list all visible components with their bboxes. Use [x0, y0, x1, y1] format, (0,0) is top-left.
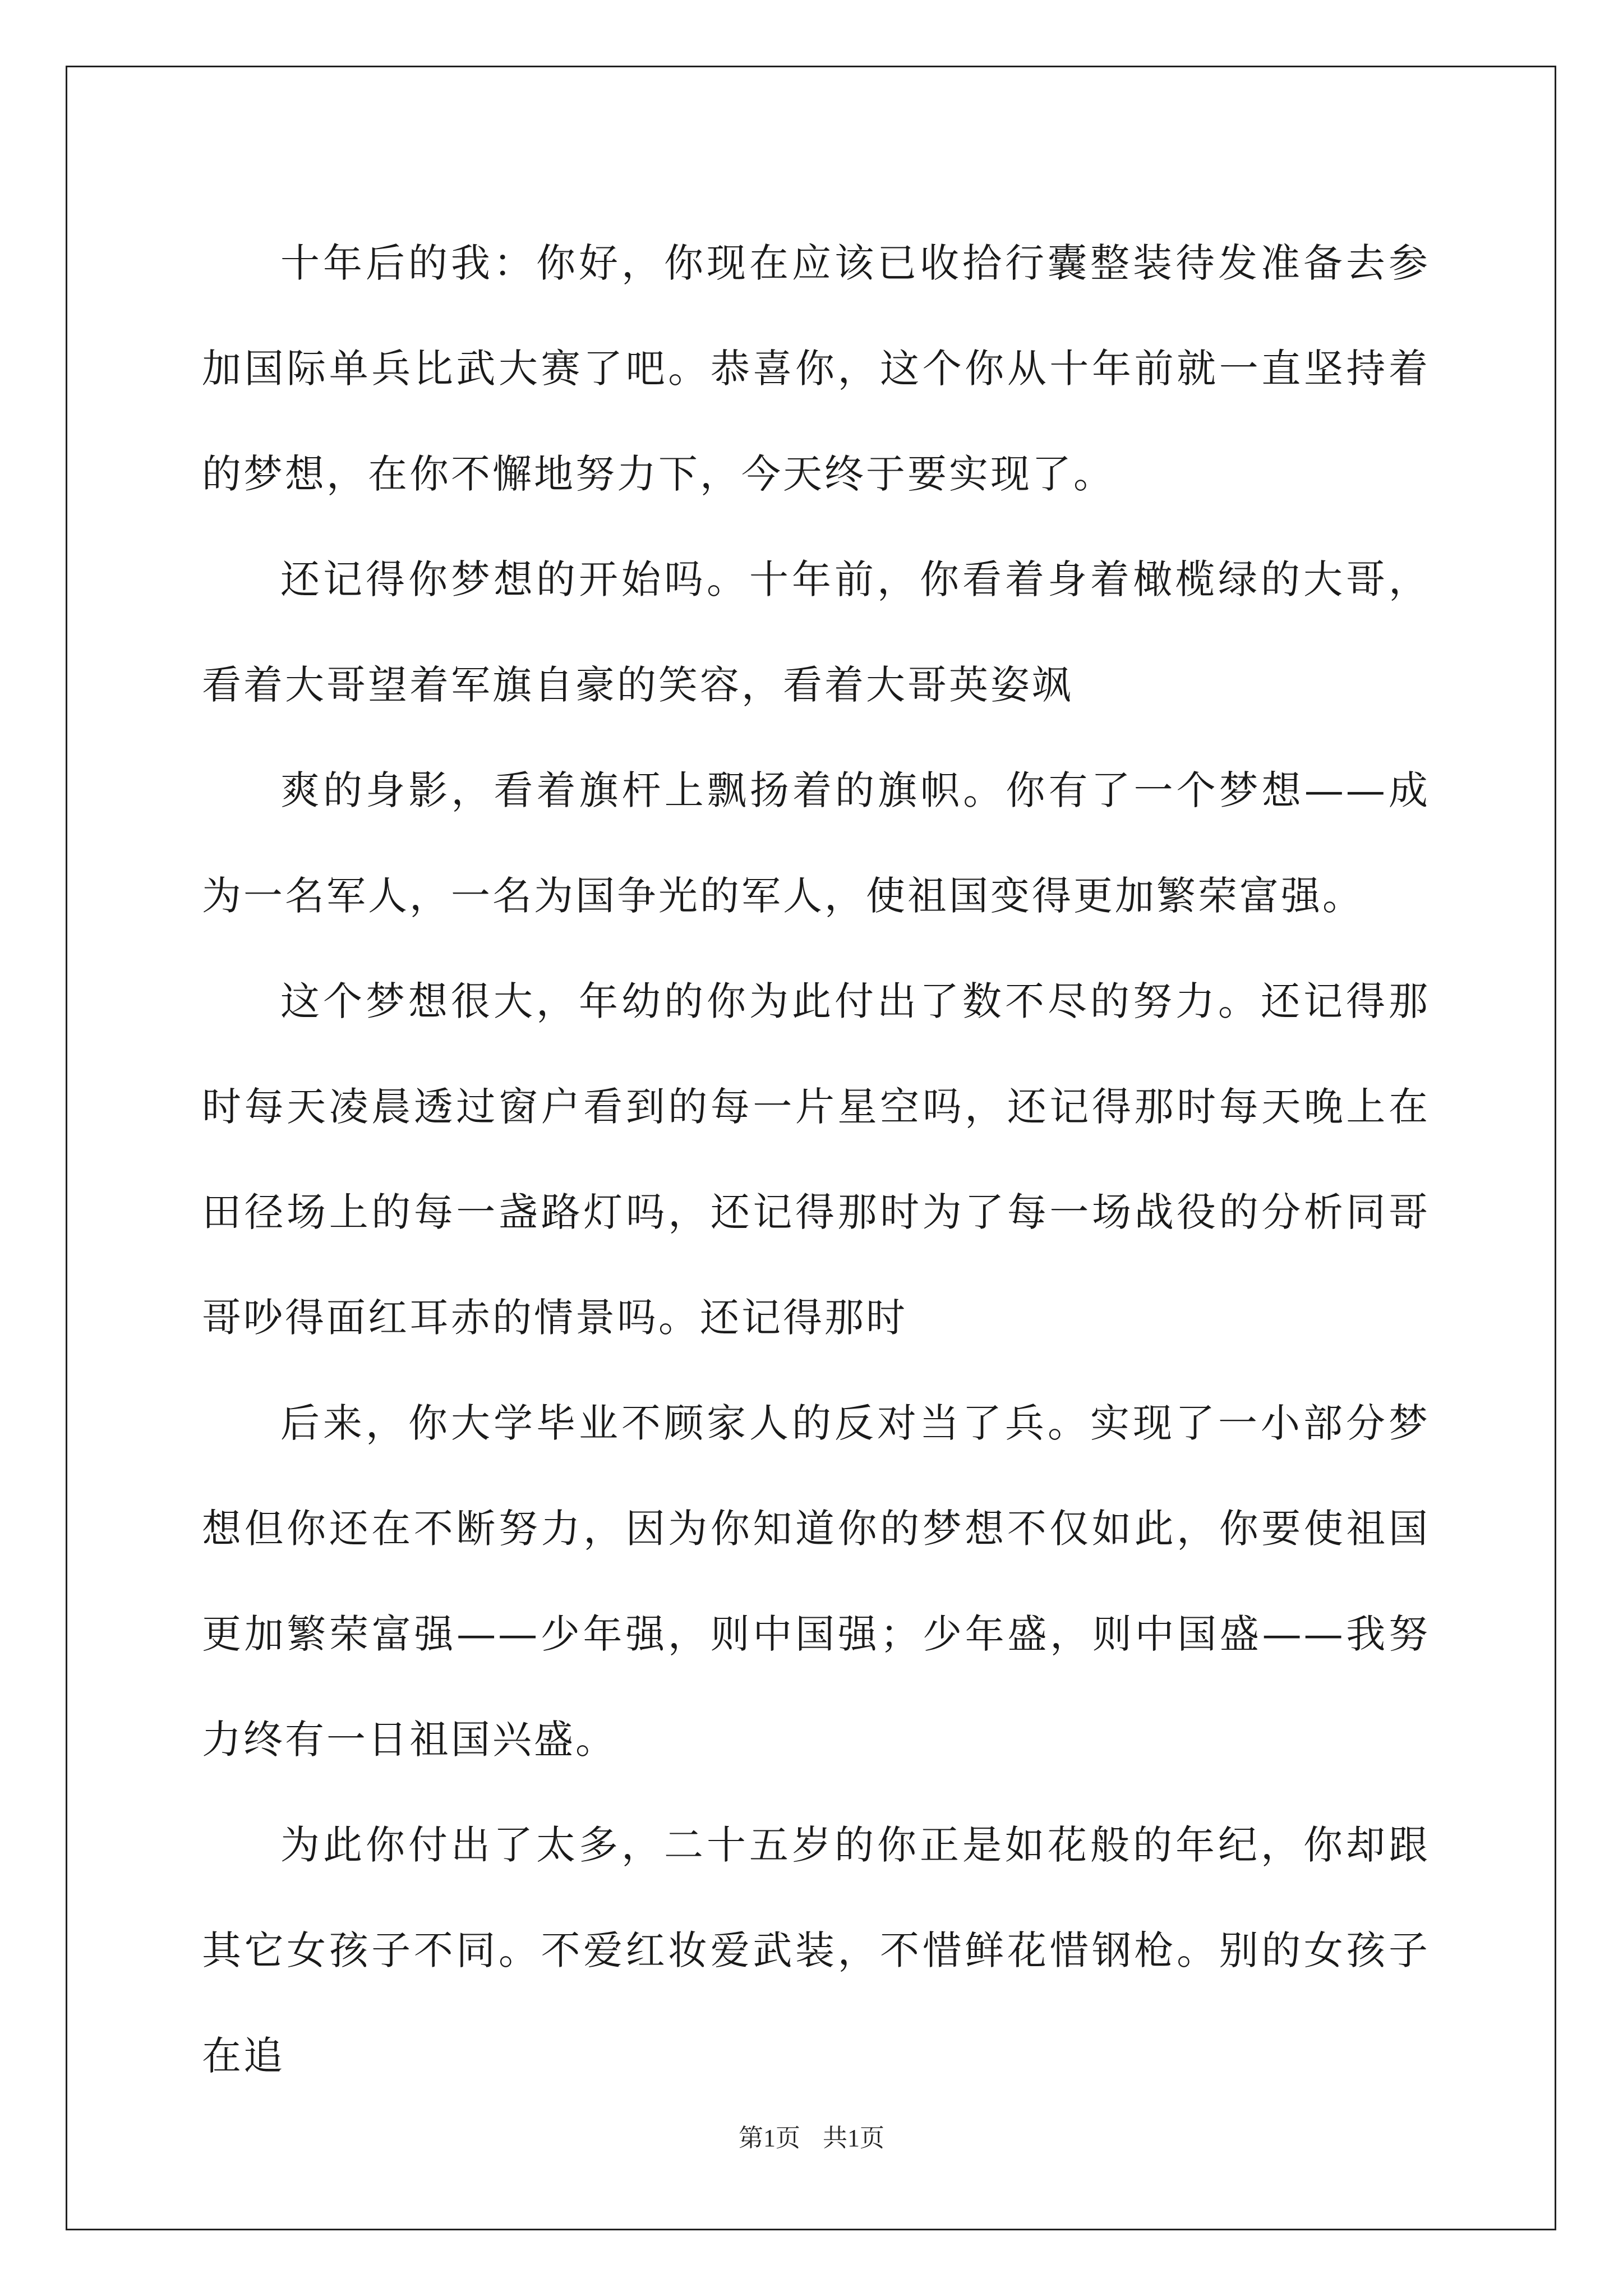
paragraph-3: 爽的身影，看着旗杆上飘扬着的旗帜。你有了一个梦想——成为一名军人，一名为国争光的军人，使祖国变得更加繁荣富强。: [202, 767, 1430, 919]
paragraph-4: 这个梦想很大，年幼的你为此付出了数不尽的努力。还记得那时每天凌晨透过窗户看到的每一片星空吗，还记得那时每天晚上在田径场上的每一盏路灯吗，还记得那时为了每一场战役的分析同哥哥吵得面红耳赤的情景吗。还记得那时: [202, 978, 1430, 1341]
page-footer: [0, 2118, 1623, 2154]
document-body: [202, 210, 1430, 2109]
paragraph-6: 为此你付出了太多，二十五岁的你正是如花般的年纪，你却跟其它女孩子不同。不爱红妆爱武装，不惜鲜花惜钢枪。别的女孩子在追: [202, 1822, 1430, 2079]
page-number: 第1页: [739, 2124, 800, 2152]
paragraph-2: 还记得你梦想的开始吗。十年前，你看着身着橄榄绿的大哥，看着大哥望着军旗自豪的笑容，看着大哥英姿飒: [202, 556, 1430, 708]
paragraph-1: 十年后的我：你好，你现在应该已收拾行囊整装待发准备去参加国际单兵比武大赛了吧。恭喜你，这个你从十年前就一直坚持着的梦想，在你不懈地努力下，今天终于要实现了。: [202, 240, 1430, 497]
page-total: 共1页: [823, 2124, 884, 2152]
paragraph-5: 后来，你大学毕业不顾家人的反对当了兵。实现了一小部分梦想但你还在不断努力，因为你知道你的梦想不仅如此，你要使祖国更加繁荣富强——少年强，则中国强；少年盛，则中国盛——我努力终有一日祖国兴盛。: [202, 1400, 1430, 1763]
